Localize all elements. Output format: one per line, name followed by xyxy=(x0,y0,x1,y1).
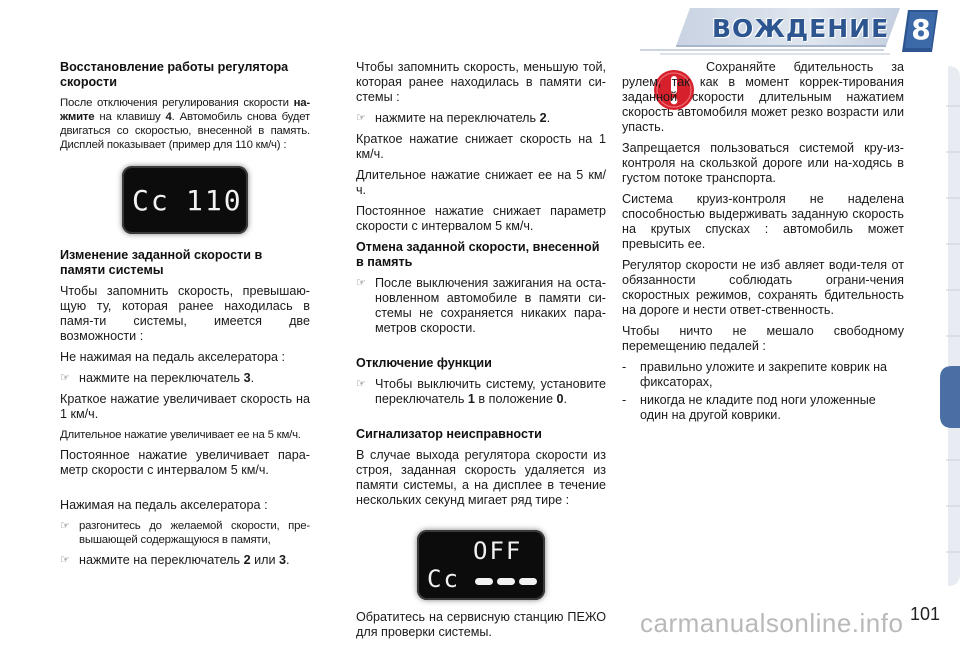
chapter-tabs xyxy=(934,66,960,586)
pointing-hand-icon: ☞ xyxy=(60,520,70,532)
heading-change-speed: Изменение заданной скорости в памяти системы xyxy=(60,248,263,277)
display-dash-1 xyxy=(475,578,493,585)
paragraph-no-accel: Не нажимая на педаль акселератора : xyxy=(60,350,286,364)
paragraph-lower-speed: Чтобы запомнить скорость, меньшую той, которая ранее находилась в памяти си-стемы : xyxy=(356,60,606,104)
column-right xyxy=(622,60,904,426)
bullet-press-3: ☞ нажмите на переключатель 3. xyxy=(60,371,255,385)
page-header xyxy=(0,0,960,62)
bullet-ignition-off: ☞ После выключения зажигания на оста-новленном автомобиле в памяти си-стемы не сохраняется никаких пара-метров скорости. xyxy=(356,276,606,335)
heading-fault-indicator: Сигнализатор неисправности xyxy=(356,427,542,441)
paragraph-constant-press-down: Постоянное нажатие снижает параметр скорости с интервалом 5 км/ч. xyxy=(356,204,606,233)
bullet-press-2: ☞ нажмите на переключатель 2. xyxy=(356,111,551,125)
paragraph-long-press: Длительное нажатие увеличивает ее на 5 км/ч. xyxy=(60,429,301,441)
paragraph-short-press: Краткое нажатие увеличивает скорость на 1 км/ч. xyxy=(60,392,310,421)
paragraph-with-accel: Нажимая на педаль акселератора : xyxy=(60,498,268,512)
paragraph-responsibility: Регулятор скорости не изб авляет води-теля от обязанности соблюдать ограни-чения скоростных режимов, сохранять бдительность на дороге и нести ответ-ственность. xyxy=(622,258,904,317)
paragraph-pedals: Чтобы ничто не мешало свободному перемещению педалей : xyxy=(622,324,904,353)
heading-cancel-speed: Отмена заданной скорости, внесенной в память xyxy=(356,240,600,269)
page-number: 101 xyxy=(910,604,941,624)
column-middle xyxy=(356,60,606,646)
pointing-hand-icon: ☞ xyxy=(356,112,366,124)
watermark: carmanualsonline.info xyxy=(640,608,904,638)
pointing-hand-icon: ☞ xyxy=(356,277,366,289)
chapter-title: ВОЖДЕНИЕ xyxy=(712,14,890,43)
paragraph-constant-press: Постоянное нажатие увеличивает пара-метр скорости с интервалом 5 км/ч. xyxy=(60,448,310,477)
bullet-switch-off: ☞ Чтобы выключить систему, установите переключатель 1 в положение 0. xyxy=(356,377,606,406)
bullet-accelerate: ☞ разгонитесь до желаемой скорости, пре-вышающей содержащуюся в памяти, xyxy=(60,520,310,546)
display-cc-label: Cc xyxy=(132,184,170,217)
paragraph-service: Обратитесь на сервисную станцию ПЕЖО для проверки системы. xyxy=(356,610,606,639)
paragraph-change-intro: Чтобы запомнить скорость, превышаю-щую ту, которая ранее находилась в памя-ти системы, имеется две возможности : xyxy=(60,284,310,343)
display-cc-110 xyxy=(122,166,248,234)
column-left xyxy=(60,60,310,574)
display-speed-value: 110 xyxy=(186,184,243,217)
paragraph-warning: Сохраняйте бдительность за рулем, так как в момент коррек-тирования заданной скорости длительным нажатием скорость автомобиля может резко возрасти или упасть. xyxy=(622,60,904,134)
pointing-hand-icon: ☞ xyxy=(356,378,366,390)
paragraph-restore: После отключения регулирования скорости на-жмите на клавишу 4. Автомобиль снова будет двигаться со скоростью, внесенной в память. Дисплей показывает (пример для 110 км/ч) : xyxy=(60,97,310,151)
pointing-hand-icon: ☞ xyxy=(60,554,70,566)
dash-item-mat: - правильно уложите и закрепите коврик на фиксаторах, xyxy=(622,360,888,389)
display-off-label: OFF xyxy=(473,537,523,565)
paragraph-short-press-down: Краткое нажатие снижает скорость на 1 км/ч. xyxy=(356,132,606,161)
heading-restore-speed: Восстановление работы регулятора скорости xyxy=(60,60,289,89)
display-dash-3 xyxy=(519,578,537,585)
paragraph-slopes: Система круиз-контроля не наделена способностью выдерживать заданную скорость на крутых спусках : автомобиль может превысить ее. xyxy=(622,192,904,251)
heading-disable: Отключение функции xyxy=(356,356,492,370)
dash-item-stack: - никогда не кладите под ноги уложенные один на другой коврики. xyxy=(622,393,876,422)
pointing-hand-icon: ☞ xyxy=(60,372,70,384)
paragraph-slippery: Запрещается пользоваться системой кру-из-контроля на скользкой дороге или на-ходясь в густом потоке транспорта. xyxy=(622,141,904,185)
bullet-press-2-3: ☞ нажмите на переключатель 2 или 3. xyxy=(60,553,290,567)
display-cc-label: Cc xyxy=(427,565,460,593)
paragraph-fault: В случае выхода регулятора скорости из строя, заданная скорость удаляется из памяти системы, а на дисплее в течение нескольких секунд мигает ряд тире : xyxy=(356,448,606,507)
display-dash-2 xyxy=(497,578,515,585)
paragraph-long-press-down: Длительное нажатие снижает ее на 5 км/ч. xyxy=(356,168,606,197)
display-cc-off xyxy=(417,530,545,600)
chapter-number: 8 xyxy=(911,13,931,46)
